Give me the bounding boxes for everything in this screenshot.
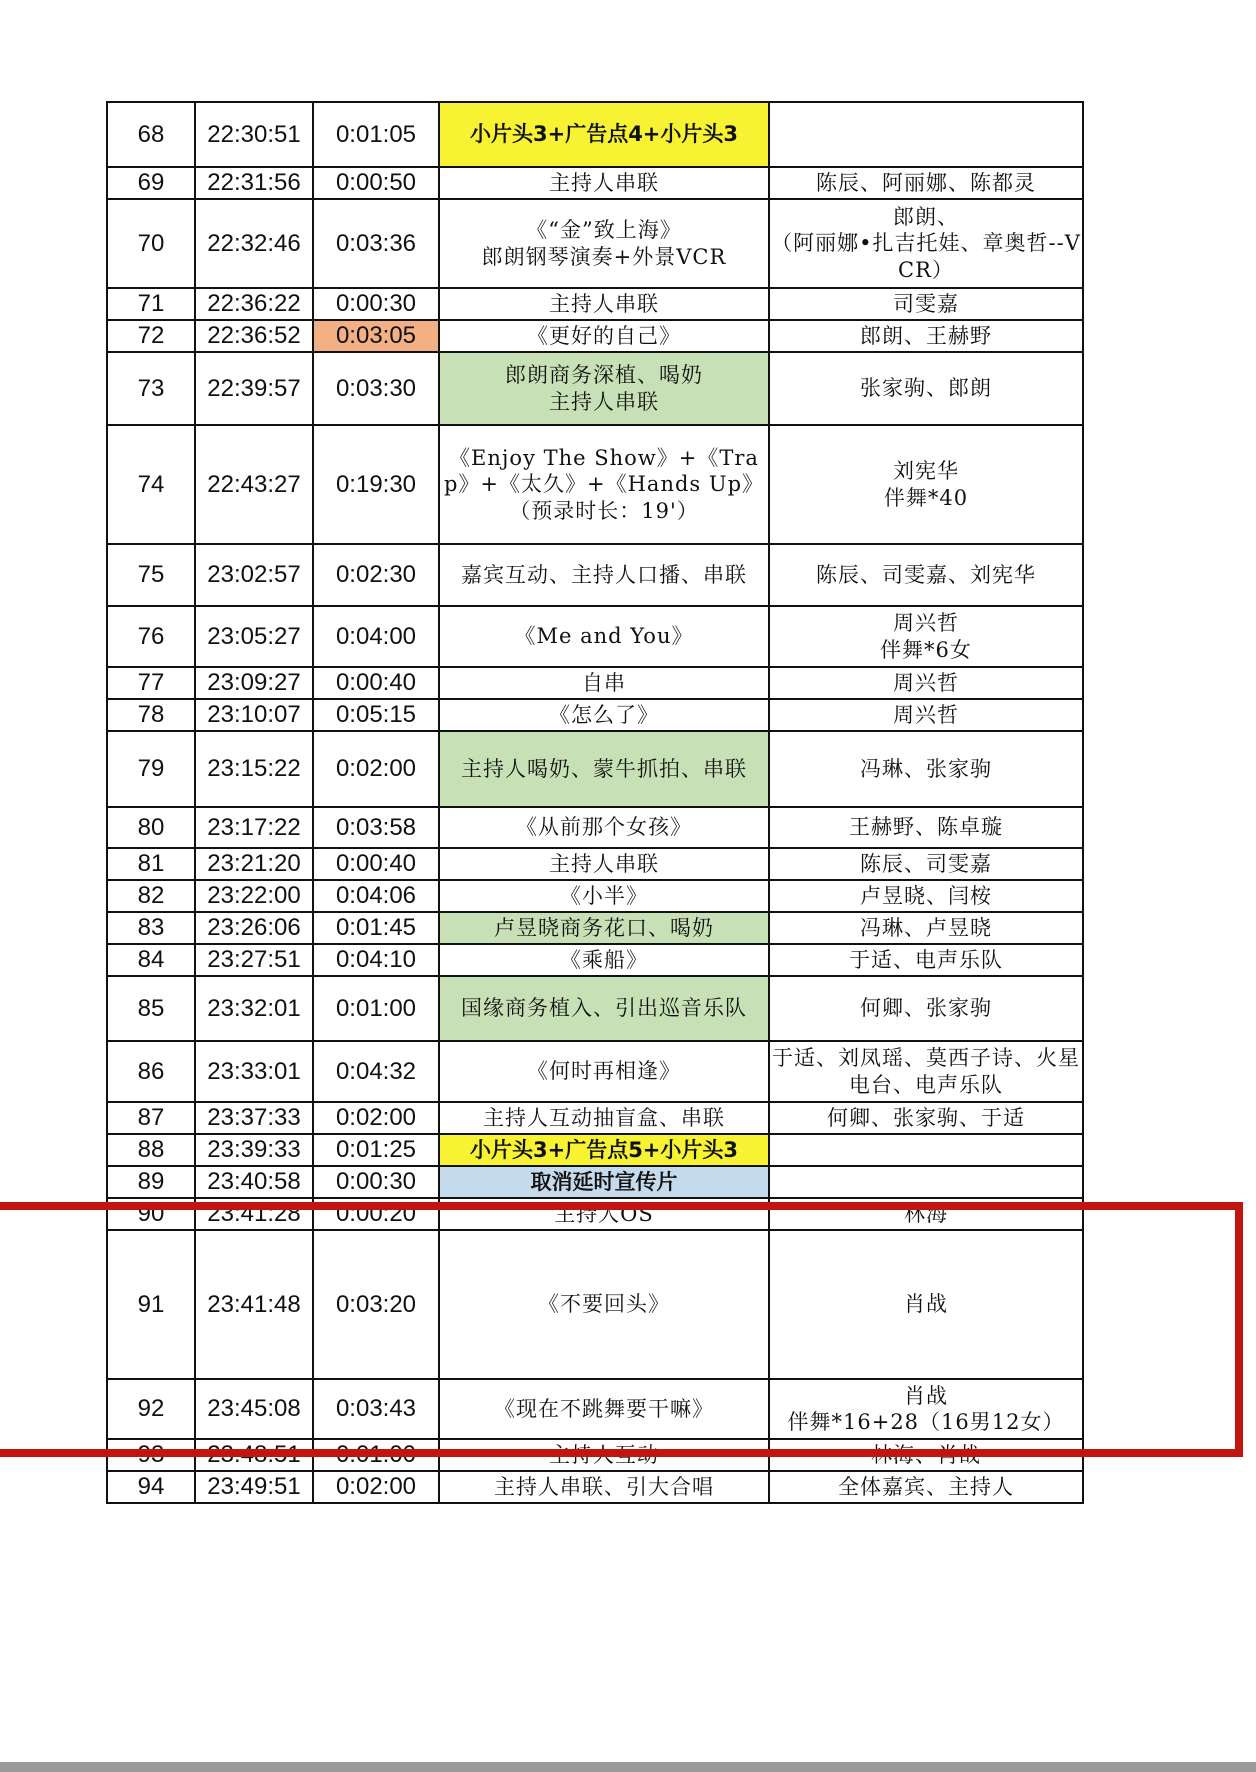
table-row — [107, 848, 1083, 880]
start-time-cell: 23:05:27 — [195, 606, 313, 667]
duration-cell: 0:00:30 — [313, 1166, 439, 1198]
start-time-cell: 23:48:51 — [195, 1439, 313, 1471]
duration-cell: 0:04:06 — [313, 880, 439, 912]
duration-cell: 0:05:15 — [313, 699, 439, 731]
program-title-cell: 小片头3+广告点5+小片头3 — [439, 1134, 769, 1166]
program-title-cell: 《Enjoy The Show》+《Trap》+《太久》+《Hands Up》 （预录时长：19'） — [439, 425, 769, 544]
duration-cell: 0:00:40 — [313, 667, 439, 699]
start-time-cell: 23:27:51 — [195, 944, 313, 976]
table-row — [107, 667, 1083, 699]
duration-cell: 0:01:25 — [313, 1134, 439, 1166]
start-time-cell: 23:26:06 — [195, 912, 313, 944]
duration-cell: 0:04:00 — [313, 606, 439, 667]
program-title-cell: 主持人串联 — [439, 288, 769, 320]
duration-cell: 0:03:30 — [313, 352, 439, 425]
performers-cell: 周兴哲 — [769, 699, 1083, 731]
performers-cell: 周兴哲 伴舞*6女 — [769, 606, 1083, 667]
row-number-cell: 91 — [107, 1230, 195, 1379]
performers-cell — [769, 1134, 1083, 1166]
row-number-cell: 86 — [107, 1041, 195, 1102]
program-title-cell: 《从前那个女孩》 — [439, 807, 769, 848]
performers-cell: 何卿、张家驹、于适 — [769, 1102, 1083, 1134]
performers-cell: 何卿、张家驹 — [769, 976, 1083, 1041]
row-number-cell: 88 — [107, 1134, 195, 1166]
row-number-cell: 68 — [107, 102, 195, 167]
program-title-cell: 小片头3+广告点4+小片头3 — [439, 102, 769, 167]
performers-cell: 陈辰、司雯嘉 — [769, 848, 1083, 880]
row-number-cell: 90 — [107, 1198, 195, 1230]
start-time-cell: 22:36:52 — [195, 320, 313, 352]
start-time-cell: 22:30:51 — [195, 102, 313, 167]
program-title-cell: 卢昱晓商务花口、喝奶 — [439, 912, 769, 944]
start-time-cell: 22:36:22 — [195, 288, 313, 320]
table-row — [107, 102, 1083, 167]
program-title-cell: 国缘商务植入、引出巡音乐队 — [439, 976, 769, 1041]
performers-cell: 郎朗、 （阿丽娜•扎吉托娃、章奥哲--VCR） — [769, 199, 1083, 288]
table-row — [107, 944, 1083, 976]
duration-cell: 0:00:20 — [313, 1198, 439, 1230]
rundown-table-body — [107, 102, 1083, 1503]
performers-cell: 周兴哲 — [769, 667, 1083, 699]
duration-cell: 0:00:30 — [313, 288, 439, 320]
row-number-cell: 80 — [107, 807, 195, 848]
start-time-cell: 22:43:27 — [195, 425, 313, 544]
performers-cell: 肖战 — [769, 1230, 1083, 1379]
duration-cell: 0:03:43 — [313, 1379, 439, 1439]
performers-cell: 全体嘉宾、主持人 — [769, 1471, 1083, 1503]
row-number-cell: 73 — [107, 352, 195, 425]
row-number-cell: 74 — [107, 425, 195, 544]
table-row — [107, 880, 1083, 912]
performers-cell: 于适、电声乐队 — [769, 944, 1083, 976]
program-title-cell: 《怎么了》 — [439, 699, 769, 731]
row-number-cell: 71 — [107, 288, 195, 320]
table-row — [107, 1102, 1083, 1134]
performers-cell: 林海、肖战 — [769, 1439, 1083, 1471]
row-number-cell: 89 — [107, 1166, 195, 1198]
program-title-cell: 嘉宾互动、主持人口播、串联 — [439, 544, 769, 606]
duration-cell: 0:01:00 — [313, 1439, 439, 1471]
row-number-cell: 85 — [107, 976, 195, 1041]
table-row — [107, 1134, 1083, 1166]
program-title-cell: 主持人OS — [439, 1198, 769, 1230]
table-row — [107, 1379, 1083, 1439]
row-number-cell: 92 — [107, 1379, 195, 1439]
start-time-cell: 23:37:33 — [195, 1102, 313, 1134]
program-title-cell: 《小半》 — [439, 880, 769, 912]
performers-cell: 于适、刘凤瑶、莫西子诗、火星电台、电声乐队 — [769, 1041, 1083, 1102]
duration-cell: 0:04:10 — [313, 944, 439, 976]
program-title-cell: 《乘船》 — [439, 944, 769, 976]
start-time-cell: 22:32:46 — [195, 199, 313, 288]
program-title-cell: 主持人串联 — [439, 167, 769, 199]
duration-cell: 0:03:20 — [313, 1230, 439, 1379]
table-row — [107, 1439, 1083, 1471]
start-time-cell: 23:10:07 — [195, 699, 313, 731]
performers-cell — [769, 102, 1083, 167]
start-time-cell: 23:49:51 — [195, 1471, 313, 1503]
duration-cell: 0:02:00 — [313, 1102, 439, 1134]
program-title-cell: 《现在不跳舞要干嘛》 — [439, 1379, 769, 1439]
row-number-cell: 75 — [107, 544, 195, 606]
start-time-cell: 23:33:01 — [195, 1041, 313, 1102]
duration-cell: 0:02:30 — [313, 544, 439, 606]
performers-cell: 陈辰、司雯嘉、刘宪华 — [769, 544, 1083, 606]
table-row — [107, 912, 1083, 944]
table-row — [107, 807, 1083, 848]
table-row — [107, 320, 1083, 352]
performers-cell: 肖战 伴舞*16+28（16男12女） — [769, 1379, 1083, 1439]
table-row — [107, 167, 1083, 199]
program-title-cell: 《何时再相逢》 — [439, 1041, 769, 1102]
program-title-cell: 《更好的自己》 — [439, 320, 769, 352]
row-number-cell: 84 — [107, 944, 195, 976]
performers-cell: 刘宪华 伴舞*40 — [769, 425, 1083, 544]
performers-cell: 冯琳、卢昱晓 — [769, 912, 1083, 944]
row-number-cell: 69 — [107, 167, 195, 199]
start-time-cell: 23:21:20 — [195, 848, 313, 880]
duration-cell: 0:02:00 — [313, 1471, 439, 1503]
table-row — [107, 606, 1083, 667]
row-number-cell: 83 — [107, 912, 195, 944]
duration-cell: 0:01:45 — [313, 912, 439, 944]
program-title-cell: 主持人串联 — [439, 848, 769, 880]
duration-cell: 0:03:58 — [313, 807, 439, 848]
duration-cell: 0:02:00 — [313, 731, 439, 807]
table-row — [107, 425, 1083, 544]
start-time-cell: 23:22:00 — [195, 880, 313, 912]
duration-cell: 0:00:40 — [313, 848, 439, 880]
start-time-cell: 23:41:48 — [195, 1230, 313, 1379]
program-title-cell: 主持人互动 — [439, 1439, 769, 1471]
table-row — [107, 288, 1083, 320]
start-time-cell: 23:17:22 — [195, 807, 313, 848]
start-time-cell: 23:09:27 — [195, 667, 313, 699]
program-title-cell: 郎朗商务深植、喝奶 主持人串联 — [439, 352, 769, 425]
performers-cell — [769, 1166, 1083, 1198]
performers-cell: 冯琳、张家驹 — [769, 731, 1083, 807]
performers-cell: 王赫野、陈卓璇 — [769, 807, 1083, 848]
program-title-cell: 《Me and You》 — [439, 606, 769, 667]
performers-cell: 卢昱晓、闫桉 — [769, 880, 1083, 912]
start-time-cell: 23:32:01 — [195, 976, 313, 1041]
start-time-cell: 23:41:28 — [195, 1198, 313, 1230]
start-time-cell: 22:31:56 — [195, 167, 313, 199]
row-number-cell: 82 — [107, 880, 195, 912]
row-number-cell: 87 — [107, 1102, 195, 1134]
table-row — [107, 699, 1083, 731]
start-time-cell: 23:02:57 — [195, 544, 313, 606]
row-number-cell: 76 — [107, 606, 195, 667]
table-row — [107, 731, 1083, 807]
performers-cell: 林海 — [769, 1198, 1083, 1230]
program-title-cell: 自串 — [439, 667, 769, 699]
table-row — [107, 976, 1083, 1041]
start-time-cell: 23:39:33 — [195, 1134, 313, 1166]
duration-cell: 0:03:36 — [313, 199, 439, 288]
row-number-cell: 81 — [107, 848, 195, 880]
row-number-cell: 78 — [107, 699, 195, 731]
table-row — [107, 1230, 1083, 1379]
duration-cell: 0:04:32 — [313, 1041, 439, 1102]
table-row — [107, 1041, 1083, 1102]
rundown-table — [106, 101, 1084, 1504]
row-number-cell: 72 — [107, 320, 195, 352]
row-number-cell: 94 — [107, 1471, 195, 1503]
duration-cell: 0:01:00 — [313, 976, 439, 1041]
row-number-cell: 77 — [107, 667, 195, 699]
program-title-cell: 《不要回头》 — [439, 1230, 769, 1379]
duration-cell: 0:01:05 — [313, 102, 439, 167]
start-time-cell: 23:40:58 — [195, 1166, 313, 1198]
performers-cell: 郎朗、王赫野 — [769, 320, 1083, 352]
table-row — [107, 199, 1083, 288]
program-title-cell: 主持人喝奶、蒙牛抓拍、串联 — [439, 731, 769, 807]
program-title-cell: 取消延时宣传片 — [439, 1166, 769, 1198]
row-number-cell: 93 — [107, 1439, 195, 1471]
program-title-cell: 主持人互动抽盲盒、串联 — [439, 1102, 769, 1134]
performers-cell: 陈辰、阿丽娜、陈都灵 — [769, 167, 1083, 199]
row-number-cell: 79 — [107, 731, 195, 807]
table-row — [107, 1166, 1083, 1198]
start-time-cell: 22:39:57 — [195, 352, 313, 425]
table-row — [107, 1471, 1083, 1503]
duration-cell: 0:00:50 — [313, 167, 439, 199]
table-row — [107, 1198, 1083, 1230]
table-row — [107, 544, 1083, 606]
program-title-cell: 《“金”致上海》 郎朗钢琴演奏+外景VCR — [439, 199, 769, 288]
duration-cell: 0:19:30 — [313, 425, 439, 544]
table-row — [107, 352, 1083, 425]
performers-cell: 张家驹、郎朗 — [769, 352, 1083, 425]
row-number-cell: 70 — [107, 199, 195, 288]
duration-cell: 0:03:05 — [313, 320, 439, 352]
bottom-scroll-bar — [0, 1762, 1256, 1772]
start-time-cell: 23:45:08 — [195, 1379, 313, 1439]
start-time-cell: 23:15:22 — [195, 731, 313, 807]
performers-cell: 司雯嘉 — [769, 288, 1083, 320]
program-title-cell: 主持人串联、引大合唱 — [439, 1471, 769, 1503]
